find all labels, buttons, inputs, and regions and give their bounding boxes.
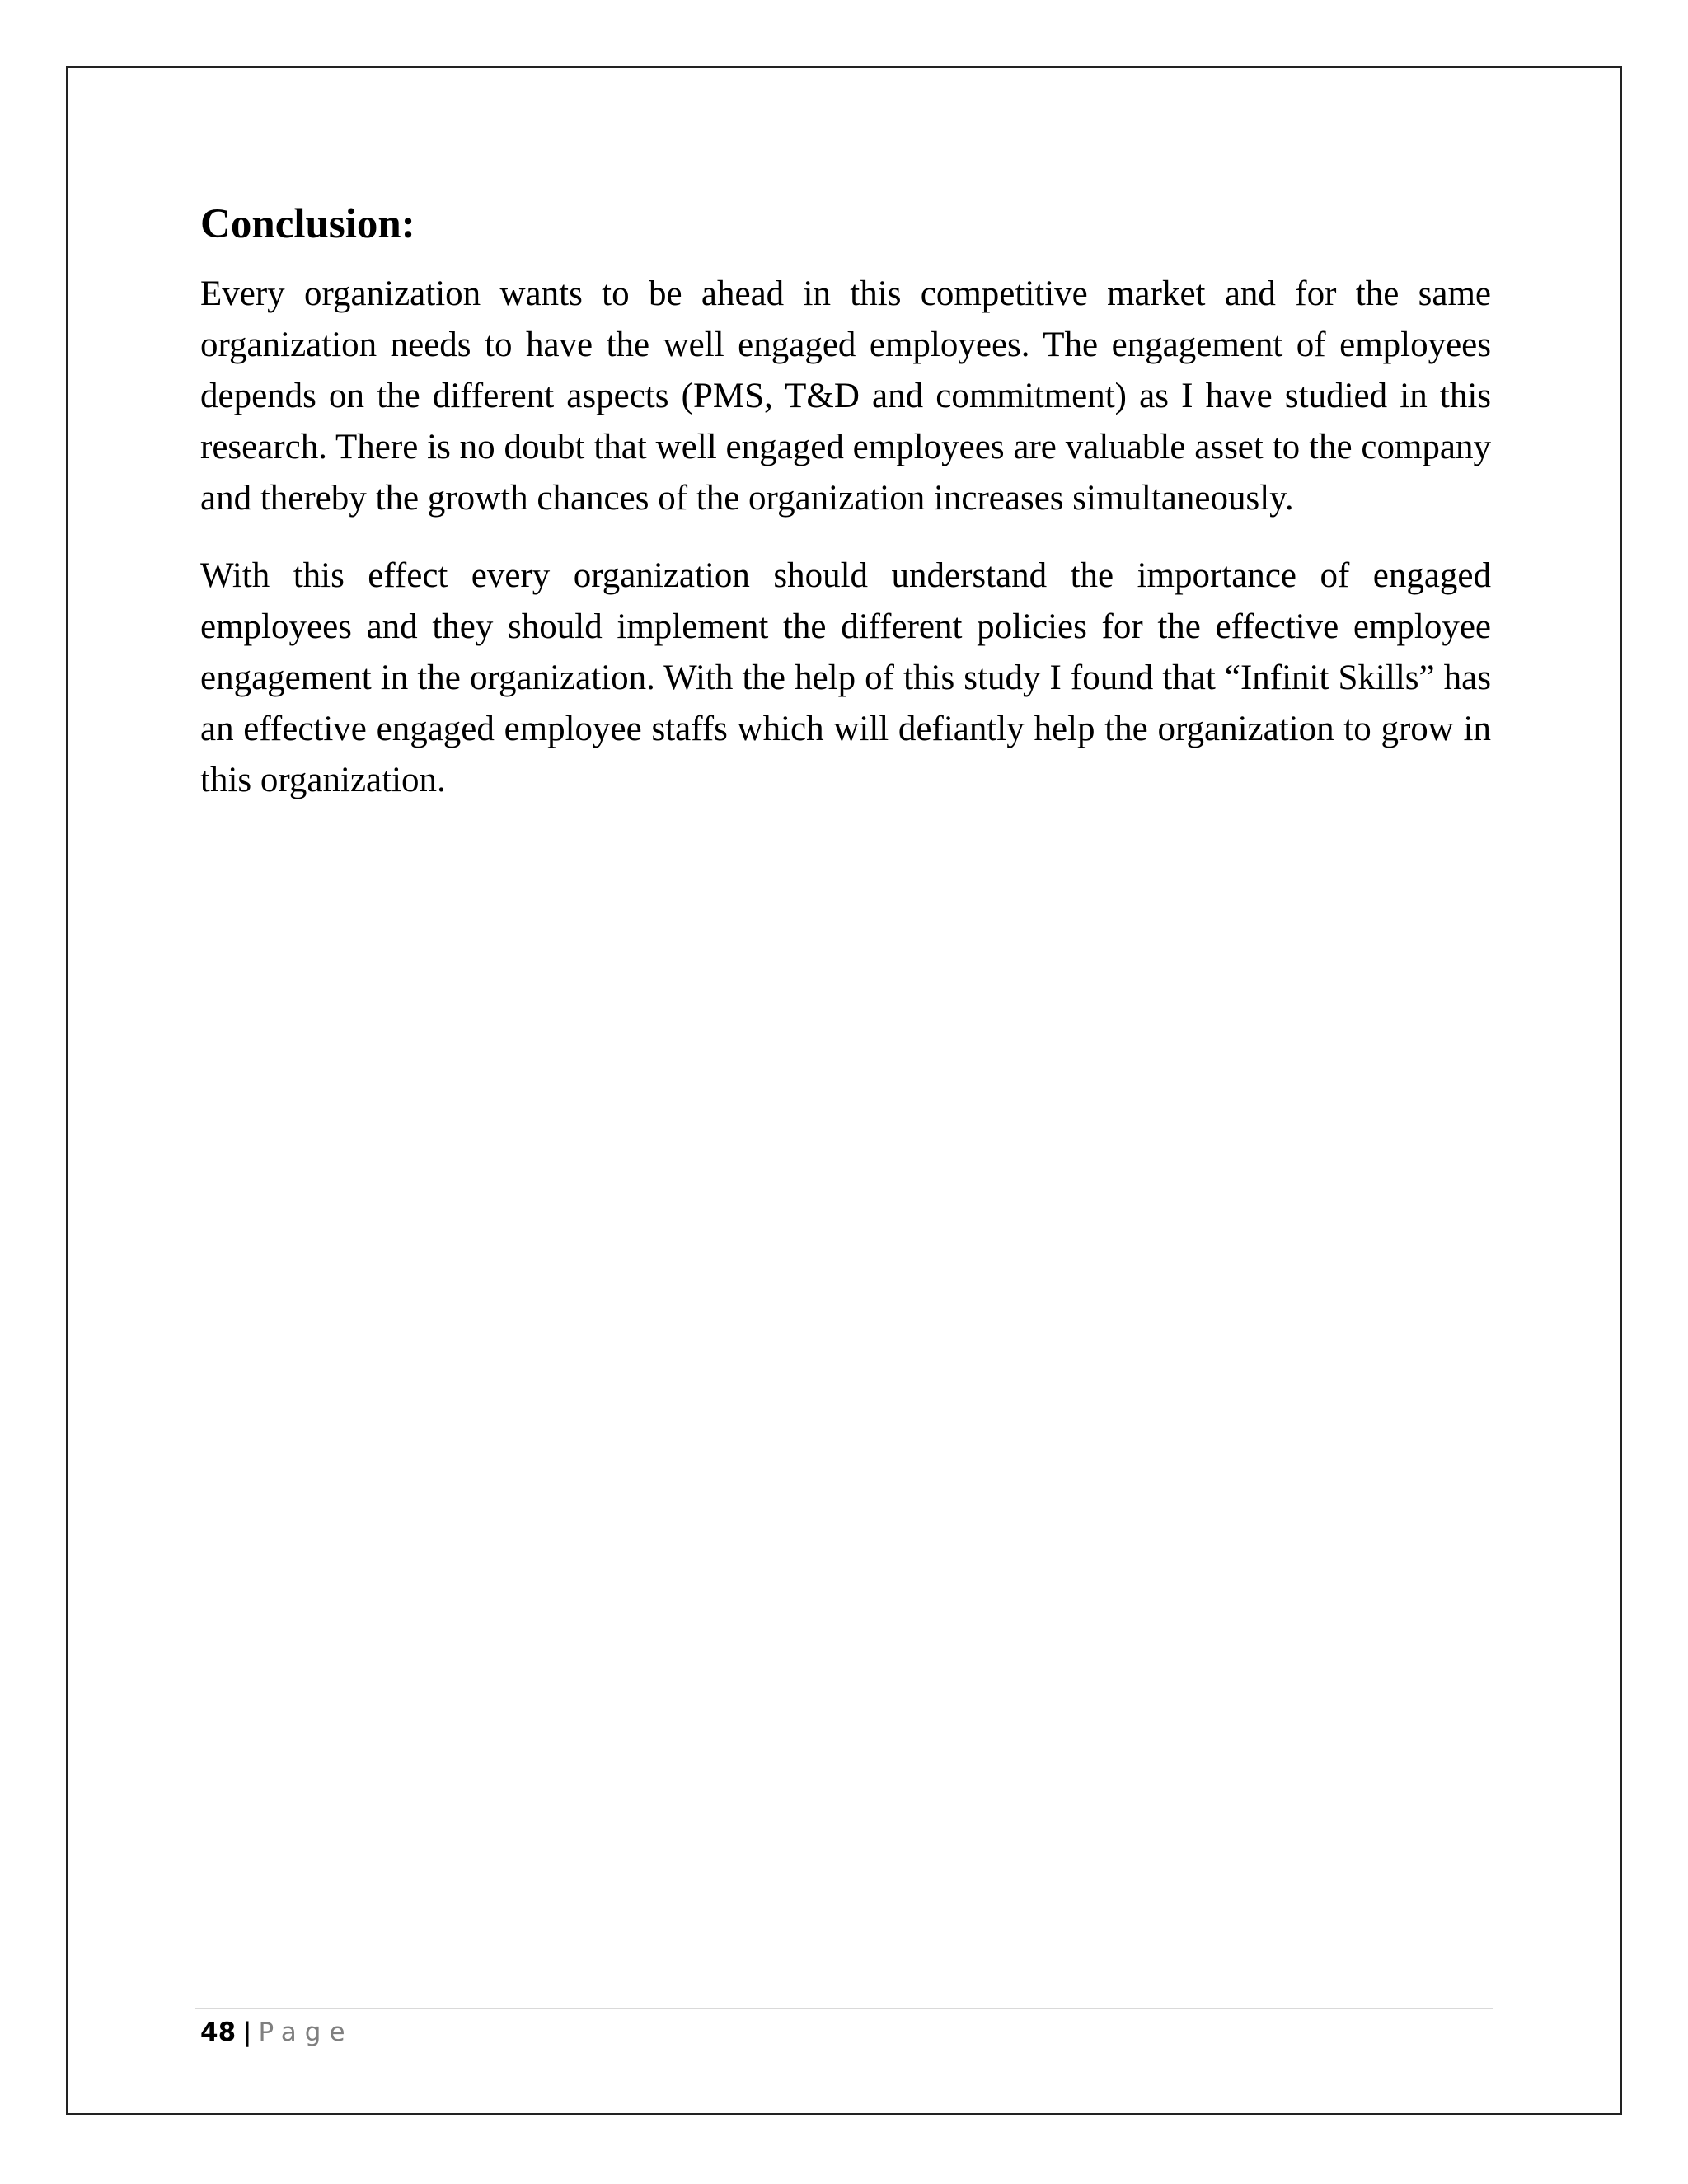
footer-divider bbox=[195, 2008, 1493, 2009]
page-footer bbox=[200, 2014, 354, 2050]
document-body bbox=[200, 198, 1491, 832]
section-heading: Conclusion: bbox=[200, 201, 415, 247]
paragraph-2: With this effect every organization should understand the importance of engaged employees and they should implement the different policies for the effective employee engagement in the organization. With the help of this study I found that “Infinit Skills” has an effective engaged employee staffs which will defiantly help the organization to grow in this organization. bbox=[200, 556, 1491, 799]
paragraph-1: Every organization wants to be ahead in this competitive market and for the same organization needs to have the well engaged employees. The engagement of employees depends on the different aspects (PMS, T&D and commitment) as I have studied in this research. There is no doubt that well engaged employees are valuable asset to the company and thereby the growth chances of the organization increases simultaneously. bbox=[200, 274, 1491, 518]
footer-separator: | bbox=[242, 2018, 252, 2047]
page-label: Page bbox=[258, 2018, 354, 2047]
page-number: 48 bbox=[200, 2018, 237, 2047]
